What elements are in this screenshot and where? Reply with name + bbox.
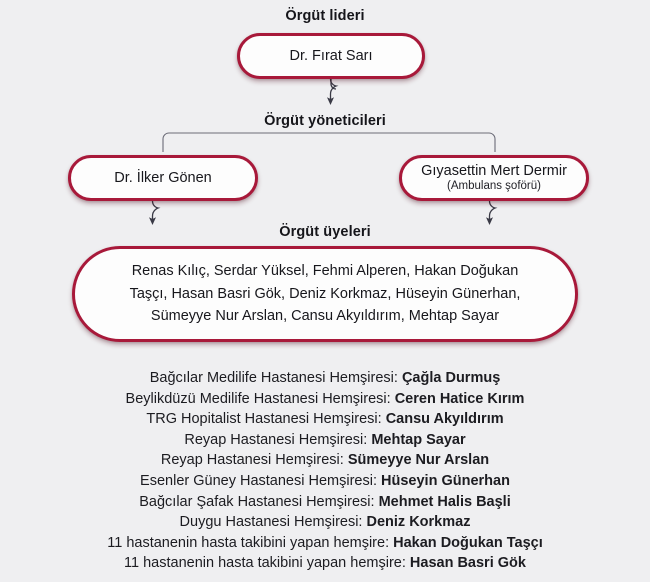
- roster-line: [0, 492, 650, 513]
- roster-line: [0, 430, 650, 451]
- node-manager-left[interactable]: [68, 155, 258, 201]
- roster-line-role: Beylikdüzü Medilife Hastanesi Hemşiresi:: [125, 390, 395, 407]
- node-leader[interactable]: [237, 33, 425, 79]
- roster-line-role: Duygu Hastanesi Hemşiresi:: [179, 514, 367, 531]
- roster-line-name: Hakan Doğukan Taşçı: [393, 534, 543, 551]
- roster-line: [0, 389, 650, 410]
- node-leader-name: Dr. Fırat Sarı: [289, 47, 373, 64]
- roster-line-name: Hüseyin Günerhan: [381, 472, 510, 489]
- nurse-roster: [0, 368, 650, 574]
- roster-line-name: Cansu Akyıldırım: [385, 411, 504, 428]
- node-manager-right[interactable]: [399, 155, 589, 201]
- roster-line-role: Bağcılar Şafak Hastanesi Hemşiresi:: [139, 493, 379, 510]
- roster-line: [0, 512, 650, 533]
- caption-members: Örgüt üyeleri: [279, 224, 371, 240]
- roster-line-role: Bağcılar Medilife Hastanesi Hemşiresi:: [149, 370, 402, 386]
- roster-line-name: Deniz Korkmaz: [366, 514, 471, 531]
- node-members[interactable]: [72, 246, 578, 342]
- roster-line-name: Sümeyye Nur Arslan: [347, 452, 490, 469]
- roster-line: [0, 533, 650, 554]
- roster-line-name: Hasan Basri Gök: [409, 555, 526, 572]
- roster-line-role: 11 hastanenin hasta takibini yapan hemşire:: [124, 555, 410, 572]
- roster-line-role: Reyap Hastanesi Hemşiresi:: [160, 452, 348, 469]
- roster-line: [0, 553, 650, 574]
- node-manager-right-role: (Ambulans şoförü): [447, 180, 541, 193]
- node-members-names: Renas Kılıç, Serdar Yüksel, Fehmi Alperen, Hakan Doğukan Taşçı, Hasan Basri Gök, Deniz Korkmaz, Hüseyin Günerhan, Sümeyye Nur Arslan, Cansu Akyıldırım, Mehtap Sayar: [129, 262, 521, 325]
- roster-line: [0, 368, 650, 389]
- roster-line-role: Esenler Güney Hastanesi Hemşiresi:: [140, 472, 382, 489]
- roster-line-name: Mehtap Sayar: [371, 431, 466, 448]
- caption-managers: Örgüt yöneticileri: [264, 113, 386, 129]
- roster-line-name: Ceren Hatice Kırım: [394, 390, 525, 407]
- roster-line-role: 11 hastanenin hasta takibini yapan hemşire:: [107, 534, 394, 551]
- roster-line: [0, 471, 650, 492]
- roster-line: [0, 409, 650, 430]
- roster-line-role: Reyap Hastanesi Hemşiresi:: [184, 431, 372, 448]
- roster-line: [0, 450, 650, 471]
- caption-leader: Örgüt lideri: [285, 8, 365, 24]
- roster-line-role: TRG Hopitalist Hastanesi Hemşiresi:: [146, 411, 386, 428]
- roster-line-name: Çağla Durmuş: [401, 370, 501, 386]
- node-manager-left-name: Dr. İlker Gönen: [114, 169, 212, 186]
- node-manager-right-name: Gıyasettin Mert Dermir: [421, 163, 567, 180]
- roster-line-name: Mehmet Halis Başli: [378, 493, 511, 510]
